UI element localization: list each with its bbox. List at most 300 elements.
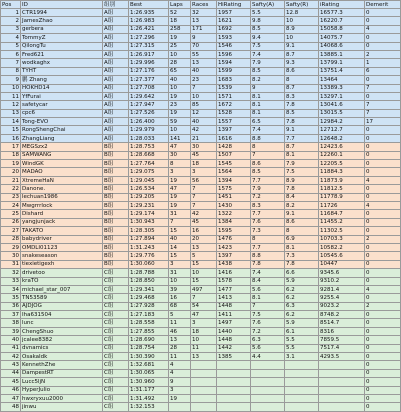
- cell-best[interactable]: 1:28.558: [129, 319, 169, 327]
- cell-pos[interactable]: 10: [1, 84, 21, 92]
- cell-hirating[interactable]: 1616: [217, 134, 251, 142]
- cell-pos[interactable]: 48: [1, 403, 21, 411]
- cell-safety-r[interactable]: 8.6: [285, 67, 319, 75]
- cell-safety-a[interactable]: 7.2: [251, 327, 285, 335]
- cell-pos[interactable]: 27: [1, 227, 21, 235]
- cell-hirating[interactable]: 1440: [217, 327, 251, 335]
- cell-group[interactable]: C组: [103, 378, 129, 386]
- cell-irating[interactable]: 7517.4: [319, 344, 365, 352]
- cell-pos[interactable]: 18: [1, 151, 21, 159]
- cell-group[interactable]: C组: [103, 269, 129, 277]
- cell-hirating[interactable]: [217, 403, 251, 411]
- cell-races[interactable]: 13: [191, 59, 217, 67]
- cell-irating[interactable]: 11884.3: [319, 168, 365, 176]
- cell-group[interactable]: C组: [103, 327, 129, 335]
- cell-id[interactable]: tiexietigexh: [21, 260, 103, 268]
- cell-demerit[interactable]: 0: [365, 353, 401, 361]
- cell-races[interactable]: 13: [191, 353, 217, 361]
- cell-races[interactable]: 30: [191, 143, 217, 151]
- cell-group[interactable]: B组: [103, 168, 129, 176]
- cell-hirating[interactable]: 1322: [217, 210, 251, 218]
- cell-pos[interactable]: 23: [1, 193, 21, 201]
- cell-pos[interactable]: 46: [1, 386, 21, 394]
- cell-races[interactable]: [191, 386, 217, 394]
- cell-safety-r[interactable]: 8: [285, 76, 319, 84]
- cell-best[interactable]: 1:28.753: [129, 143, 169, 151]
- cell-safety-a[interactable]: [251, 403, 285, 411]
- table-row[interactable]: [1, 143, 401, 151]
- cell-hirating[interactable]: 1545: [217, 160, 251, 168]
- cell-hirating[interactable]: 1397: [217, 126, 251, 134]
- cell-hirating[interactable]: 1397: [217, 252, 251, 260]
- cell-best[interactable]: 1:29.075: [129, 168, 169, 176]
- cell-races[interactable]: 42: [191, 210, 217, 218]
- cell-safety-r[interactable]: 5.5: [285, 344, 319, 352]
- cell-safety-r[interactable]: 8.7: [285, 143, 319, 151]
- cell-group[interactable]: B组: [103, 252, 129, 260]
- cell-safety-a[interactable]: 8: [251, 143, 285, 151]
- cell-pos[interactable]: 30: [1, 252, 21, 260]
- cell-demerit[interactable]: 0: [365, 9, 401, 17]
- table-row[interactable]: [1, 84, 401, 92]
- cell-best[interactable]: 1:29.045: [129, 176, 169, 184]
- table-row[interactable]: [1, 76, 401, 84]
- cell-safety-a[interactable]: 8.1: [251, 109, 285, 117]
- table-row[interactable]: [1, 277, 401, 285]
- cell-races[interactable]: 11: [191, 344, 217, 352]
- cell-laps[interactable]: 10: [169, 50, 191, 58]
- cell-demerit[interactable]: 2: [365, 235, 401, 243]
- cell-irating[interactable]: 16220.7: [319, 17, 365, 25]
- cell-irating[interactable]: [319, 369, 365, 377]
- table-row[interactable]: [1, 361, 401, 369]
- cell-safety-a[interactable]: 7.6: [251, 218, 285, 226]
- cell-irating[interactable]: 13751.4: [319, 67, 365, 75]
- cell-safety-r[interactable]: 8.5: [285, 109, 319, 117]
- cell-best[interactable]: 1:26.983: [129, 17, 169, 25]
- cell-irating[interactable]: 13799.1: [319, 59, 365, 67]
- cell-best[interactable]: 1:29.205: [129, 193, 169, 201]
- cell-hirating[interactable]: [217, 361, 251, 369]
- cell-group[interactable]: A组: [103, 34, 129, 42]
- cell-safety-a[interactable]: 7.5: [251, 311, 285, 319]
- table-row[interactable]: [1, 118, 401, 126]
- cell-hirating[interactable]: 1448: [217, 336, 251, 344]
- cell-best[interactable]: 1:31.177: [129, 386, 169, 394]
- cell-laps[interactable]: 10: [169, 277, 191, 285]
- cell-safety-r[interactable]: 9.1: [285, 42, 319, 50]
- table-row[interactable]: [1, 59, 401, 67]
- cell-races[interactable]: 70: [191, 42, 217, 50]
- cell-races[interactable]: 45: [191, 218, 217, 226]
- table-row[interactable]: [1, 243, 401, 251]
- cell-races[interactable]: 171: [191, 25, 217, 33]
- cell-safety-r[interactable]: 8.4: [285, 193, 319, 201]
- cell-laps[interactable]: 31: [169, 269, 191, 277]
- cell-group[interactable]: A组: [103, 17, 129, 25]
- cell-best[interactable]: 1:27.894: [129, 235, 169, 243]
- cell-id[interactable]: babydriver: [21, 235, 103, 243]
- cell-safety-a[interactable]: 7.4: [251, 269, 285, 277]
- cell-safety-r[interactable]: 6.2: [285, 294, 319, 302]
- cell-id[interactable]: SAMWANG: [21, 151, 103, 159]
- table-row[interactable]: [1, 92, 401, 100]
- cell-demerit[interactable]: 0: [365, 369, 401, 377]
- cell-irating[interactable]: 15058.8: [319, 25, 365, 33]
- cell-safety-r[interactable]: 8.9: [285, 176, 319, 184]
- cell-id[interactable]: 鹏 Zhang: [21, 76, 103, 84]
- cell-laps[interactable]: 52: [169, 9, 191, 17]
- cell-races[interactable]: 20: [191, 235, 217, 243]
- table-row[interactable]: [1, 176, 401, 184]
- cell-best[interactable]: 1:28.754: [129, 344, 169, 352]
- cell-hirating[interactable]: [217, 378, 251, 386]
- cell-pos[interactable]: 14: [1, 118, 21, 126]
- col-header-safety-a[interactable]: Safty(A): [251, 1, 285, 9]
- cell-id[interactable]: safetycar: [21, 101, 103, 109]
- cell-irating[interactable]: 11873.9: [319, 176, 365, 184]
- cell-safety-a[interactable]: 5.6: [251, 285, 285, 293]
- cell-safety-r[interactable]: 12.8: [285, 9, 319, 17]
- cell-best[interactable]: 1:28.850: [129, 277, 169, 285]
- table-row[interactable]: [1, 336, 401, 344]
- cell-hirating[interactable]: 1593: [217, 34, 251, 42]
- cell-safety-r[interactable]: 9.3: [285, 59, 319, 67]
- cell-demerit[interactable]: 0: [365, 218, 401, 226]
- cell-laps[interactable]: 68: [169, 302, 191, 310]
- cell-id[interactable]: TommyZ: [21, 34, 103, 42]
- cell-safety-r[interactable]: 5.9: [285, 319, 319, 327]
- cell-group[interactable]: B组: [103, 185, 129, 193]
- cell-demerit[interactable]: 0: [365, 403, 401, 411]
- table-row[interactable]: [1, 218, 401, 226]
- table-row[interactable]: [1, 269, 401, 277]
- cell-best[interactable]: 1:29.776: [129, 252, 169, 260]
- cell-best[interactable]: 1:26.421: [129, 25, 169, 33]
- cell-safety-a[interactable]: 7.9: [251, 185, 285, 193]
- cell-id[interactable]: OsakaIdk: [21, 353, 103, 361]
- cell-hirating[interactable]: 1476: [217, 235, 251, 243]
- cell-laps[interactable]: 65: [169, 67, 191, 75]
- cell-laps[interactable]: [169, 403, 191, 411]
- cell-safety-a[interactable]: [251, 386, 285, 394]
- cell-laps[interactable]: 7: [169, 218, 191, 226]
- cell-hirating[interactable]: 1428: [217, 143, 251, 151]
- cell-group[interactable]: B组: [103, 151, 129, 159]
- cell-safety-r[interactable]: [285, 403, 319, 411]
- cell-best[interactable]: 1:31.492: [129, 394, 169, 402]
- cell-races[interactable]: 47: [191, 311, 217, 319]
- cell-irating[interactable]: [319, 361, 365, 369]
- cell-hirating[interactable]: 1438: [217, 260, 251, 268]
- cell-irating[interactable]: 10582.2: [319, 243, 365, 251]
- cell-best[interactable]: 1:27.296: [129, 34, 169, 42]
- cell-best[interactable]: 1:28.305: [129, 227, 169, 235]
- cell-pos[interactable]: 28: [1, 235, 21, 243]
- cell-safety-r[interactable]: 8.9: [285, 25, 319, 33]
- cell-demerit[interactable]: 0: [365, 311, 401, 319]
- cell-safety-a[interactable]: 7.3: [251, 227, 285, 235]
- cell-group[interactable]: C组: [103, 403, 129, 411]
- cell-hirating[interactable]: [217, 386, 251, 394]
- cell-demerit[interactable]: 0: [365, 260, 401, 268]
- cell-group[interactable]: B组: [103, 160, 129, 168]
- cell-laps[interactable]: 47: [169, 143, 191, 151]
- cell-irating[interactable]: 14075.7: [319, 34, 365, 42]
- cell-safety-a[interactable]: 7.7: [251, 210, 285, 218]
- cell-safety-a[interactable]: 7.6: [251, 319, 285, 327]
- table-row[interactable]: [1, 9, 401, 17]
- cell-races[interactable]: 3: [191, 168, 217, 176]
- cell-laps[interactable]: 19: [169, 394, 191, 402]
- cell-laps[interactable]: 23: [169, 101, 191, 109]
- cell-demerit[interactable]: 0: [365, 378, 401, 386]
- cell-races[interactable]: 7: [191, 84, 217, 92]
- cell-safety-r[interactable]: 8.1: [285, 243, 319, 251]
- cell-pos[interactable]: 38: [1, 319, 21, 327]
- table-row[interactable]: [1, 386, 401, 394]
- cell-id[interactable]: Dishard: [21, 210, 103, 218]
- cell-id[interactable]: Fred621: [21, 50, 103, 58]
- cell-id[interactable]: XtremeHaN: [21, 176, 103, 184]
- cell-safety-r[interactable]: 8.2: [285, 201, 319, 209]
- table-row[interactable]: [1, 260, 401, 268]
- cell-group[interactable]: B组: [103, 210, 129, 218]
- cell-id[interactable]: michael_star_007: [21, 285, 103, 293]
- cell-safety-r[interactable]: 10: [285, 17, 319, 25]
- cell-races[interactable]: 45: [191, 151, 217, 159]
- cell-id[interactable]: jinwu: [21, 403, 103, 411]
- cell-safety-a[interactable]: 8.5: [251, 67, 285, 75]
- cell-laps[interactable]: 9: [169, 378, 191, 386]
- cell-pos[interactable]: 33: [1, 277, 21, 285]
- cell-irating[interactable]: 9023.2: [319, 302, 365, 310]
- cell-id[interactable]: ZhangLiang: [21, 134, 103, 142]
- cell-id[interactable]: MEGSzx2: [21, 143, 103, 151]
- cell-pos[interactable]: 13: [1, 109, 21, 117]
- cell-group[interactable]: C组: [103, 369, 129, 377]
- cell-pos[interactable]: 16: [1, 134, 21, 142]
- cell-irating[interactable]: 11302.5: [319, 227, 365, 235]
- cell-id[interactable]: jcalee8382: [21, 336, 103, 344]
- cell-best[interactable]: 1:26.534: [129, 185, 169, 193]
- cell-group[interactable]: B组: [103, 260, 129, 268]
- cell-best[interactable]: 1:27.947: [129, 101, 169, 109]
- cell-id[interactable]: dvnamics: [21, 344, 103, 352]
- cell-safety-a[interactable]: [251, 369, 285, 377]
- cell-hirating[interactable]: 1578: [217, 277, 251, 285]
- cell-laps[interactable]: 40: [169, 76, 191, 84]
- cell-group[interactable]: B组: [103, 218, 129, 226]
- cell-safety-a[interactable]: 7: [251, 302, 285, 310]
- table-row[interactable]: [1, 311, 401, 319]
- table-row[interactable]: [1, 134, 401, 142]
- cell-laps[interactable]: 15: [169, 252, 191, 260]
- table-row[interactable]: [1, 126, 401, 134]
- col-header-laps[interactable]: Laps: [169, 1, 191, 9]
- cell-hirating[interactable]: 1442: [217, 344, 251, 352]
- cell-demerit[interactable]: 7: [365, 101, 401, 109]
- cell-safety-r[interactable]: 6.1: [285, 327, 319, 335]
- cell-pos[interactable]: 29: [1, 243, 21, 251]
- cell-group[interactable]: B组: [103, 227, 129, 235]
- cell-safety-a[interactable]: 8.2: [251, 76, 285, 84]
- cell-safety-r[interactable]: 5.9: [285, 277, 319, 285]
- cell-hirating[interactable]: 1621: [217, 17, 251, 25]
- cell-hirating[interactable]: 1564: [217, 168, 251, 176]
- cell-safety-a[interactable]: 9.4: [251, 34, 285, 42]
- table-row[interactable]: [1, 109, 401, 117]
- table-row[interactable]: [1, 193, 401, 201]
- cell-demerit[interactable]: 0: [365, 168, 401, 176]
- cell-best[interactable]: 1:32.681: [129, 361, 169, 369]
- cell-irating[interactable]: 7859.5: [319, 336, 365, 344]
- cell-hirating[interactable]: 1594: [217, 59, 251, 67]
- cell-best[interactable]: 1:27.315: [129, 42, 169, 50]
- cell-laps[interactable]: 3: [169, 260, 191, 268]
- cell-best[interactable]: 1:27.928: [129, 302, 169, 310]
- cell-pos[interactable]: 44: [1, 369, 21, 377]
- cell-id[interactable]: WindGK: [21, 160, 103, 168]
- cell-safety-r[interactable]: 7.8: [285, 118, 319, 126]
- cell-laps[interactable]: 25: [169, 42, 191, 50]
- cell-irating[interactable]: 13015.5: [319, 109, 365, 117]
- table-row[interactable]: [1, 185, 401, 193]
- cell-safety-r[interactable]: [285, 378, 319, 386]
- cell-pos[interactable]: 1: [1, 9, 21, 17]
- cell-group[interactable]: A组: [103, 42, 129, 50]
- cell-races[interactable]: 9: [191, 34, 217, 42]
- cell-hirating[interactable]: 1672: [217, 101, 251, 109]
- cell-best[interactable]: 1:29.979: [129, 126, 169, 134]
- cell-safety-a[interactable]: 8.5: [251, 168, 285, 176]
- cell-safety-a[interactable]: 7: [251, 151, 285, 159]
- cell-safety-r[interactable]: 3.1: [285, 353, 319, 361]
- cell-safety-r[interactable]: 7.8: [285, 185, 319, 193]
- cell-demerit[interactable]: 4: [365, 285, 401, 293]
- cell-hirating[interactable]: 1692: [217, 25, 251, 33]
- cell-group[interactable]: A组: [103, 101, 129, 109]
- cell-hirating[interactable]: 1416: [217, 269, 251, 277]
- cell-id[interactable]: Mwgrrrlock: [21, 201, 103, 209]
- cell-races[interactable]: 23: [191, 76, 217, 84]
- cell-safety-a[interactable]: 8: [251, 235, 285, 243]
- cell-safety-a[interactable]: 8.1: [251, 294, 285, 302]
- cell-races[interactable]: 21: [191, 134, 217, 142]
- table-row[interactable]: [1, 168, 401, 176]
- cell-demerit[interactable]: 0: [365, 269, 401, 277]
- cell-safety-a[interactable]: 7.8: [251, 260, 285, 268]
- cell-irating[interactable]: 13464: [319, 76, 365, 84]
- cell-pos[interactable]: 39: [1, 327, 21, 335]
- cell-safety-a[interactable]: 8.8: [251, 134, 285, 142]
- cell-demerit[interactable]: 0: [365, 151, 401, 159]
- cell-best[interactable]: 1:30.065: [129, 369, 169, 377]
- cell-group[interactable]: A组: [103, 9, 129, 17]
- cell-demerit[interactable]: 2: [365, 50, 401, 58]
- table-row[interactable]: [1, 151, 401, 159]
- cell-pos[interactable]: 19: [1, 160, 21, 168]
- cell-id[interactable]: yangjunjack: [21, 218, 103, 226]
- cell-pos[interactable]: 32: [1, 269, 21, 277]
- cell-best[interactable]: 1:27.708: [129, 84, 169, 92]
- cell-hirating[interactable]: 1385: [217, 353, 251, 361]
- cell-best[interactable]: 1:30.943: [129, 218, 169, 226]
- table-row[interactable]: [1, 378, 401, 386]
- cell-demerit[interactable]: 0: [365, 160, 401, 168]
- cell-id[interactable]: HyperJulio: [21, 386, 103, 394]
- cell-demerit[interactable]: 0: [365, 386, 401, 394]
- cell-safety-a[interactable]: 5.6: [251, 344, 285, 352]
- col-header-irating[interactable]: iRating: [319, 1, 365, 9]
- cell-irating[interactable]: [319, 386, 365, 394]
- cell-races[interactable]: 13: [191, 243, 217, 251]
- cell-best[interactable]: 1:29.996: [129, 59, 169, 67]
- cell-pos[interactable]: 6: [1, 50, 21, 58]
- col-header-safety-r[interactable]: Safty(R): [285, 1, 319, 9]
- cell-hirating[interactable]: 1595: [217, 227, 251, 235]
- cell-laps[interactable]: 16: [169, 294, 191, 302]
- table-row[interactable]: [1, 101, 401, 109]
- cell-laps[interactable]: 19: [169, 92, 191, 100]
- cell-pos[interactable]: 25: [1, 210, 21, 218]
- cell-laps[interactable]: 59: [169, 118, 191, 126]
- cell-demerit[interactable]: 7: [365, 109, 401, 117]
- cell-id[interactable]: Iha631504: [21, 311, 103, 319]
- table-row[interactable]: [1, 42, 401, 50]
- cell-best[interactable]: 1:27.764: [129, 160, 169, 168]
- cell-demerit[interactable]: 0: [365, 243, 401, 251]
- cell-irating[interactable]: 9345.6: [319, 269, 365, 277]
- cell-demerit[interactable]: 0: [365, 134, 401, 142]
- cell-races[interactable]: [191, 394, 217, 402]
- cell-irating[interactable]: [319, 378, 365, 386]
- cell-races[interactable]: 40: [191, 67, 217, 75]
- cell-irating[interactable]: 4293.5: [319, 353, 365, 361]
- cell-group[interactable]: B组: [103, 176, 129, 184]
- cell-safety-r[interactable]: 6.9: [285, 235, 319, 243]
- cell-id[interactable]: ChengShuo: [21, 327, 103, 335]
- cell-laps[interactable]: 10: [169, 84, 191, 92]
- cell-laps[interactable]: 28: [169, 344, 191, 352]
- cell-best[interactable]: 1:26.917: [129, 50, 169, 58]
- cell-demerit[interactable]: 0: [365, 227, 401, 235]
- cell-irating[interactable]: 8748.2: [319, 311, 365, 319]
- cell-id[interactable]: RongShengChai: [21, 126, 103, 134]
- cell-demerit[interactable]: 0: [365, 252, 401, 260]
- cell-group[interactable]: A组: [103, 126, 129, 134]
- cell-group[interactable]: C组: [103, 394, 129, 402]
- cell-group[interactable]: C组: [103, 277, 129, 285]
- cell-hirating[interactable]: 1957: [217, 9, 251, 17]
- cell-pos[interactable]: 20: [1, 168, 21, 176]
- cell-id[interactable]: KennethZhe: [21, 361, 103, 369]
- cell-hirating[interactable]: 1528: [217, 109, 251, 117]
- cell-pos[interactable]: 2: [1, 17, 21, 25]
- cell-races[interactable]: 18: [191, 160, 217, 168]
- cell-id[interactable]: QilongTu: [21, 42, 103, 50]
- cell-races[interactable]: 16: [191, 227, 217, 235]
- cell-group[interactable]: B组: [103, 143, 129, 151]
- cell-group[interactable]: A组: [103, 59, 129, 67]
- cell-pos[interactable]: 26: [1, 218, 21, 226]
- cell-pos[interactable]: 9: [1, 76, 21, 84]
- cell-hirating[interactable]: 1423: [217, 243, 251, 251]
- cell-hirating[interactable]: 1384: [217, 218, 251, 226]
- col-header-id[interactable]: ID: [21, 1, 103, 9]
- cell-races[interactable]: 40: [191, 118, 217, 126]
- cell-id[interactable]: lechuan1986: [21, 193, 103, 201]
